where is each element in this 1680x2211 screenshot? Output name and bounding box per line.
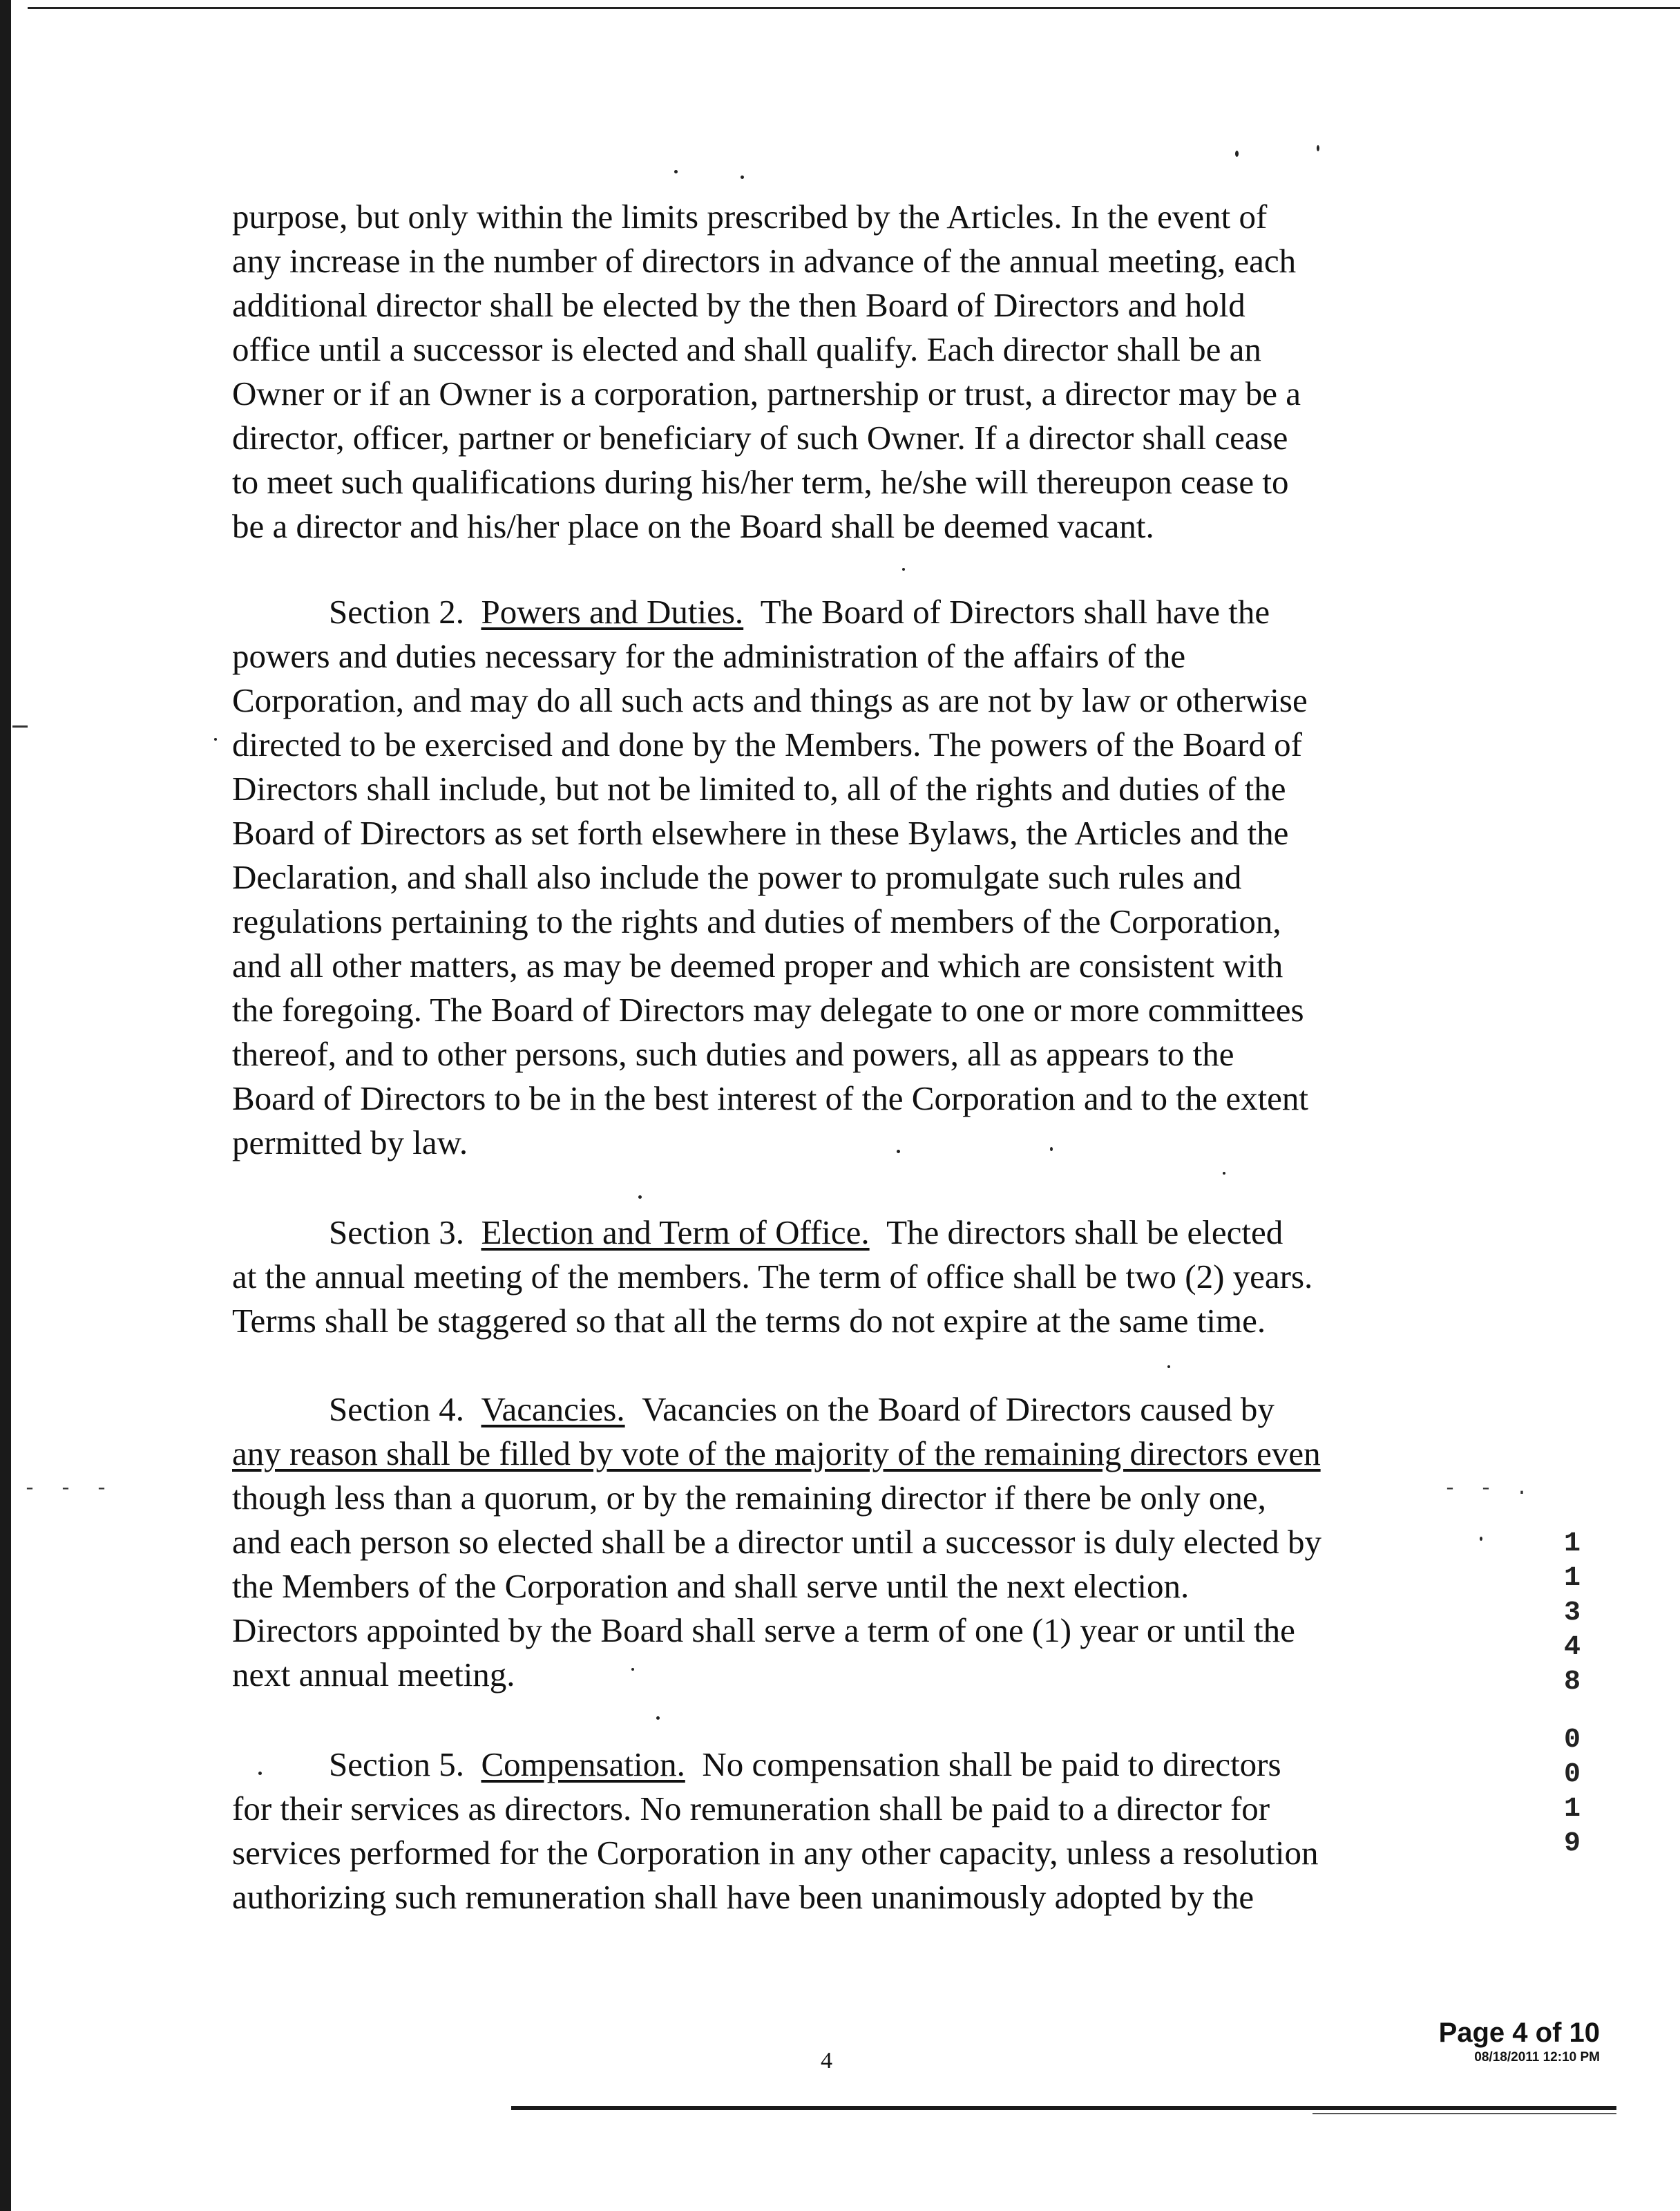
page-of-total: Page 4 of 10 (1438, 2018, 1600, 2048)
scan-speck (214, 738, 217, 741)
recording-digit: 4 (1563, 1632, 1581, 1663)
recording-digit: 0 (1563, 1725, 1581, 1756)
page-count-stamp (1439, 2018, 1600, 2066)
text-line: Directors shall include, but not be limited to, all of the rights and duties of the (232, 770, 1286, 808)
intro-paragraph (232, 195, 1462, 549)
timestamp: 08/18/2011 12:10 PM (1474, 2050, 1600, 2065)
section-2-powers-and-duties (232, 590, 1462, 1165)
scan-speck (741, 175, 744, 179)
section-3-election-and-term (232, 1211, 1462, 1343)
recording-digit: 0 (1563, 1759, 1581, 1790)
text-line: next annual meeting. (232, 1655, 515, 1693)
scan-speck (1480, 1537, 1482, 1541)
section-2-heading: Powers and Duties. (481, 593, 744, 631)
scan-top-border (28, 7, 1680, 9)
text-line: any increase in the number of directors in advance of the annual meeting, each (232, 242, 1297, 280)
scan-bottom-border (511, 2106, 1616, 2110)
scan-speck (656, 1716, 660, 1720)
text-line: the Members of the Corporation and shall serve until the next election. (232, 1567, 1190, 1605)
text-line: Corporation, and may do all such acts and things as are not by law or otherwise (232, 681, 1308, 719)
text-line: director, officer, partner or beneficiary of such Owner. If a director shall cease (232, 419, 1288, 457)
scan-speck (674, 170, 678, 173)
recording-number-gap (1560, 1700, 1585, 1723)
section-4-first-line (232, 1387, 1462, 1432)
recording-digit: 9 (1563, 1828, 1581, 1859)
text-line: office until a successor is elected and shall qualify. Each director shall be an (232, 330, 1261, 368)
recording-digit: 1 (1563, 1528, 1581, 1559)
scan-speck (1167, 1365, 1170, 1368)
underlined-text-line: any reason shall be filled by vote of the majority of the remaining directors even (232, 1434, 1321, 1472)
text-line: at the annual meeting of the members. The term of office shall be two (2) years. (232, 1258, 1313, 1296)
margin-dashes-right: - - . (1444, 1477, 1534, 1501)
margin-dashes-left: - - - (23, 1477, 114, 1501)
margin-recording-number (1560, 1527, 1585, 1861)
text-line: be a director and his/her place on the Board shall be deemed vacant. (232, 507, 1154, 545)
section-5-first-line (232, 1743, 1462, 1787)
section-3-first-line-text: The directors shall be elected (886, 1213, 1283, 1251)
text-line: directed to be exercised and done by the Members. The powers of the Board of (232, 725, 1302, 763)
section-5-compensation (232, 1743, 1462, 1919)
text-line: services performed for the Corporation in any other capacity, unless a resolution (232, 1834, 1319, 1872)
scan-speck (1223, 1172, 1225, 1175)
section-5-heading: Compensation. (481, 1745, 685, 1783)
page-number: 4 (821, 2048, 832, 2074)
text-line: Board of Directors to be in the best interest of the Corporation and to the extent (232, 1079, 1309, 1117)
scan-speck (1235, 151, 1239, 157)
section-3-number: Section 3. (329, 1213, 464, 1251)
section-5-number: Section 5. (329, 1745, 464, 1783)
text-line: and each person so elected shall be a director until a successor is duly elected by (232, 1523, 1321, 1561)
section-5-first-line-text: No compensation shall be paid to directors (702, 1745, 1281, 1783)
scan-speck (902, 568, 905, 571)
text-line: Declaration, and shall also include the power to promulgate such rules and (232, 858, 1242, 896)
text-line: to meet such qualifications during his/her term, he/she will thereupon cease to (232, 463, 1289, 501)
text-line: the foregoing. The Board of Directors may delegate to one or more committees (232, 991, 1304, 1029)
recording-digit: 3 (1563, 1597, 1581, 1629)
text-line: for their services as directors. No remuneration shall be paid to a director for (232, 1790, 1270, 1828)
text-line: though less than a quorum, or by the remaining director if there be only one, (232, 1479, 1266, 1517)
section-3-heading: Election and Term of Office. (481, 1213, 870, 1251)
scan-speck (638, 1195, 642, 1199)
text-line: thereof, and to other persons, such duties and powers, all as appears to the (232, 1035, 1234, 1073)
text-line: powers and duties necessary for the administration of the affairs of the (232, 637, 1186, 675)
text-line: Directors appointed by the Board shall serve a term of one (1) year or until the (232, 1611, 1295, 1649)
text-line: Terms shall be staggered so that all the terms do not expire at the same time. (232, 1302, 1266, 1340)
text-line: Owner or if an Owner is a corporation, partnership or trust, a director may be a (232, 374, 1301, 412)
section-2-number: Section 2. (329, 593, 464, 631)
section-4-heading: Vacancies. (481, 1390, 625, 1428)
section-4-vacancies (232, 1387, 1462, 1697)
text-line: additional director shall be elected by the then Board of Directors and hold (232, 286, 1245, 324)
scan-bottom-border-secondary (1312, 2113, 1616, 2114)
text-line: permitted by law. (232, 1123, 468, 1161)
section-4-number: Section 4. (329, 1390, 464, 1428)
scan-speck (1317, 145, 1319, 151)
recording-digit: 1 (1563, 1794, 1581, 1825)
section-4-first-line-text: Vacancies on the Board of Directors caused by (642, 1390, 1275, 1428)
text-line: and all other matters, as may be deemed proper and which are consistent with (232, 947, 1283, 985)
text-line: Board of Directors as set forth elsewhere in these Bylaws, the Articles and the (232, 814, 1289, 852)
section-2-first-line (232, 590, 1462, 634)
recording-digit: 1 (1563, 1563, 1581, 1594)
text-line: authorizing such remuneration shall have been unanimously adopted by the (232, 1878, 1254, 1916)
margin-tick-mark (12, 725, 28, 728)
text-line: purpose, but only within the limits prescribed by the Articles. In the event of (232, 198, 1268, 236)
recording-digit: 8 (1563, 1667, 1581, 1698)
section-3-first-line (232, 1211, 1462, 1255)
section-2-first-line-text: The Board of Directors shall have the (760, 593, 1270, 631)
text-line: regulations pertaining to the rights and duties of members of the Corporation, (232, 902, 1281, 940)
scan-left-edge (0, 0, 11, 2211)
